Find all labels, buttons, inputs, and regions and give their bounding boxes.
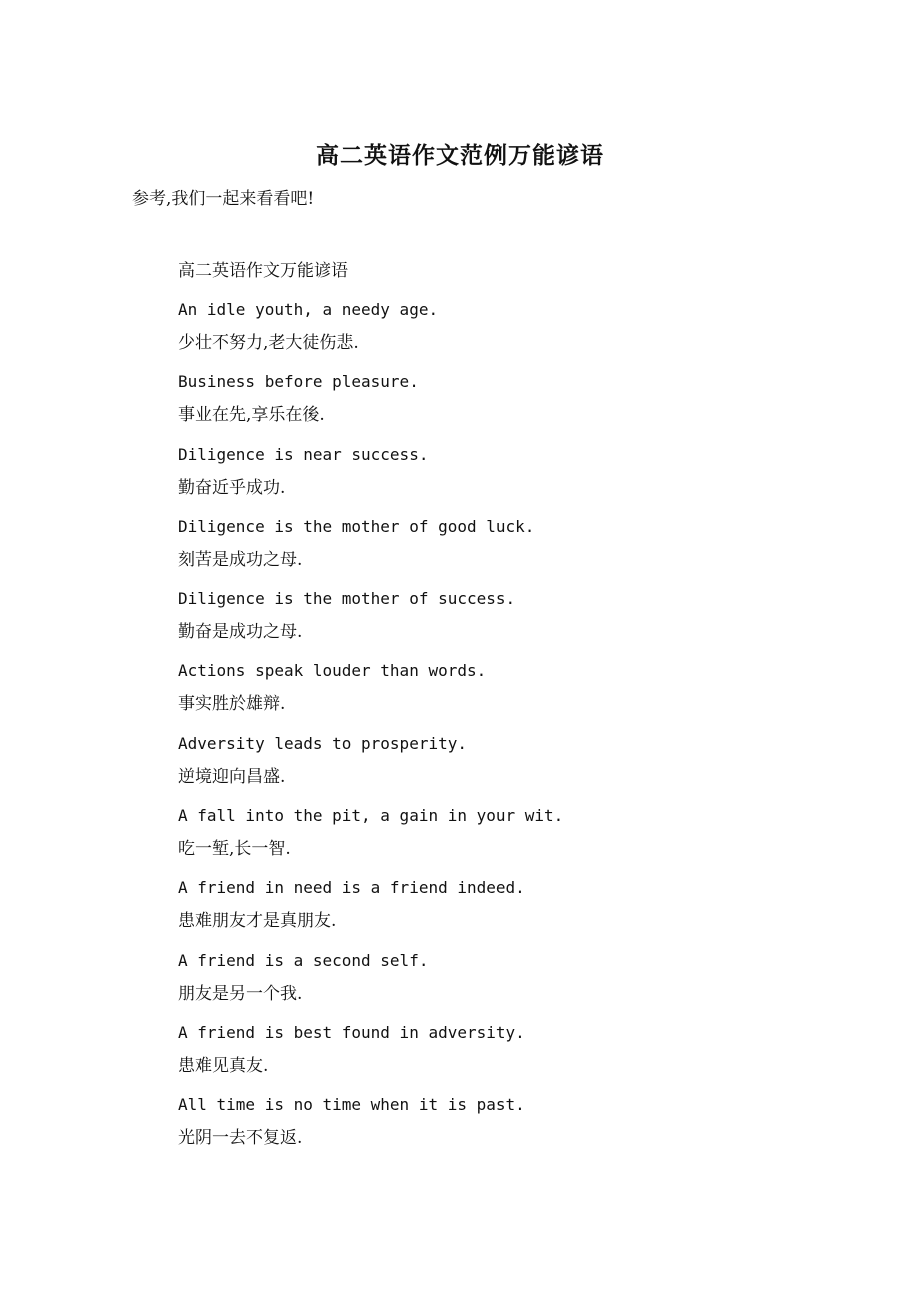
proverb-english: A friend is best found in adversity.: [178, 1022, 525, 1042]
proverb-english: Business before pleasure.: [178, 372, 419, 392]
proverb-item: [178, 658, 878, 730]
proverb-item: [178, 803, 878, 875]
proverb-english: A friend in need is a friend indeed.: [178, 878, 525, 898]
document-title: 高二英语作文范例万能谚语: [316, 142, 604, 169]
proverb-item: [178, 1092, 878, 1164]
proverb-english: Diligence is the mother of good luck.: [178, 516, 535, 536]
proverb-chinese: 朋友是另一个我.: [178, 983, 303, 1004]
proverb-chinese: 勤奋近乎成功.: [178, 477, 286, 498]
proverb-chinese: 患难见真友.: [178, 1055, 269, 1076]
intro-text: 参考,我们一起来看看吧!: [132, 189, 315, 209]
proverb-english: A fall into the pit, a gain in your wit.: [178, 806, 564, 826]
proverb-chinese: 光阴一去不复返.: [178, 1128, 303, 1149]
proverb-english: A friend is a second self.: [178, 950, 429, 970]
proverb-chinese: 少壮不努力,老大徒伤悲.: [178, 333, 359, 353]
proverb-item: [178, 1020, 878, 1092]
proverb-english: Diligence is the mother of success.: [178, 589, 516, 609]
proverb-english: Adversity leads to prosperity.: [178, 733, 467, 753]
proverb-list: [178, 297, 878, 1165]
proverb-item: [178, 297, 878, 369]
proverb-item: [178, 442, 878, 514]
proverb-english: Actions speak louder than words.: [178, 661, 487, 681]
proverb-chinese: 吃一堑,长一智.: [178, 839, 291, 860]
proverb-chinese: 事实胜於雄辩.: [178, 694, 286, 715]
proverb-english: All time is no time when it is past.: [178, 1095, 525, 1115]
proverb-item: [178, 875, 878, 947]
proverb-chinese: 事业在先,享乐在後.: [178, 405, 325, 426]
section-heading: 高二英语作文万能谚语: [178, 261, 348, 281]
proverb-item: [178, 369, 878, 441]
proverb-chinese: 勤奋是成功之母.: [178, 622, 303, 643]
proverb-item: [178, 586, 878, 658]
proverb-english: An idle youth, a needy age.: [178, 300, 439, 319]
proverb-english: Diligence is near success.: [178, 444, 429, 464]
proverb-chinese: 逆境迎向昌盛.: [178, 766, 286, 787]
proverb-item: [178, 731, 878, 803]
proverb-chinese: 刻苦是成功之母.: [178, 549, 303, 570]
proverb-item: [178, 514, 878, 586]
proverb-item: [178, 948, 878, 1020]
proverb-chinese: 患难朋友才是真朋友.: [178, 911, 337, 932]
